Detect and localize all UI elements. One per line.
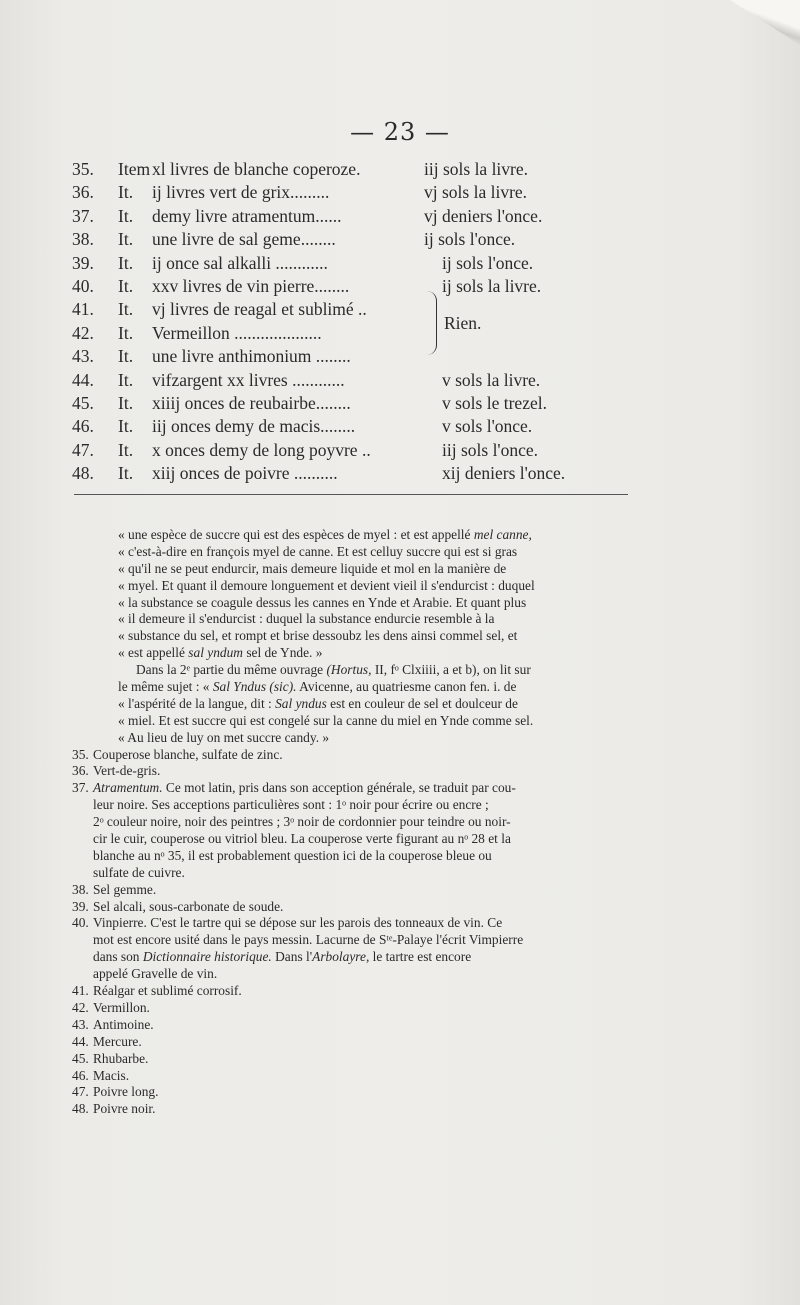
- quote-line: « la substance se coagule dessus les cannes en Ynde et Arabie. Et quant plus: [118, 594, 527, 610]
- inventory-row: 44. It. vifzargent xx livres ............ v sols la livre.: [72, 369, 541, 390]
- note-line: Dans la 2ᵉ partie du même ouvrage (Hortus, II, fᵒ Clxiiii, a et b), on lit sur: [136, 662, 531, 678]
- footnote-40: 40. Vinpierre. C'est le tartre qui se dépose sur les parois des tonneaux de vin. Ce: [72, 915, 503, 931]
- footnote-35: 35. Couperose blanche, sulfate de zinc.: [72, 746, 283, 762]
- footnote-48: 48. Poivre noir.: [72, 1101, 156, 1117]
- quote-line: « qu'il ne se peut endurcir, mais demeure liquide et mol en la manière de: [118, 560, 507, 576]
- footnote-45: 45. Rhubarbe.: [72, 1050, 149, 1066]
- footnote-separator: [74, 494, 628, 495]
- footnote-38: 38. Sel gemme.: [72, 881, 157, 897]
- inventory-row: 45. It. xiiij onces de reubairbe........ v sols le trezel.: [72, 392, 547, 413]
- inventory-row: 47. It. x onces demy de long poyvre .. iij sols l'once.: [72, 439, 538, 460]
- page-corner-fold: [730, 0, 800, 45]
- footnote-37: 37. Atramentum. Ce mot latin, pris dans son acception générale, se traduit par cou-: [72, 780, 516, 796]
- inventory-list: [72, 158, 612, 485]
- quote-line: « myel. Et quant il demoure longuement et devient vieil il s'endurcist : duquel: [118, 577, 535, 593]
- inventory-row: 36. It. ij livres vert de grix......... vj sols la livre.: [72, 182, 528, 203]
- inventory-row: 39. It. ij once sal alkalli ............ ij sols l'once.: [72, 252, 534, 273]
- footnote-37-cont: sulfate de cuivre.: [93, 864, 185, 880]
- inventory-row: 48. It. xiij onces de poivre .......... xij deniers l'once.: [72, 463, 566, 484]
- inventory-row: 35. Item xl livres de blanche coperoze. iij sols la livre.: [72, 159, 529, 179]
- quote-line: « Au lieu de luy on met succre candy. »: [118, 729, 330, 745]
- inventory-row: 46. It. iij onces demy de macis........ v sols l'once.: [72, 416, 533, 437]
- inventory-row: 41. It. vj livres de reagal et sublimé ..: [72, 299, 367, 320]
- inventory-row: 40. It. xxv livres de vin pierre........ ij sols la livre.: [72, 275, 542, 296]
- brace-label: Rien.: [444, 313, 482, 333]
- footnotes: [72, 527, 632, 1118]
- footnote-43: 43. Antimoine.: [72, 1016, 154, 1032]
- inventory-row: 43. It. une livre anthimonium ........: [72, 346, 351, 367]
- inventory-row: 37. It. demy livre atramentum...... vj deniers l'once.: [72, 205, 543, 226]
- footnote-40-cont: appelé Gravelle de vin.: [93, 966, 218, 982]
- quote-line: « il demeure il s'endurcist : duquel la substance endurcie resemble à la: [118, 611, 495, 627]
- curly-brace: [426, 291, 437, 355]
- footnote-47: 47. Poivre long.: [72, 1084, 159, 1100]
- footnote-37-cont: cir le cuir, couperose ou vitriol bleu. La couperose verte figurant au nᵒ 28 et la: [93, 831, 511, 847]
- page-number: — 23 —: [350, 118, 450, 146]
- note-line: le même sujet : « Sal Yndus (sic). Avicenne, au quatriesme canon fen. i. de: [118, 679, 517, 695]
- footnote-40-cont: mot est encore usité dans le pays messin. Lacurne de Sᵗᵉ-Palaye l'écrit Vimpierre: [93, 932, 524, 948]
- quote-line: « miel. Et est succre qui est congelé sur la canne du miel en Ynde comme sel.: [118, 712, 534, 728]
- quote-line: « une espèce de succre qui est des espèces de myel : et est appellé mel canne,: [118, 527, 532, 542]
- quote-line: « est appellé sal yndum sel de Ynde. »: [118, 645, 323, 661]
- quote-line: « l'aspérité de la langue, dit : Sal yndus est en couleur de sel et doulceur de: [118, 695, 518, 711]
- footnote-46: 46. Macis.: [72, 1067, 130, 1083]
- footnote-41: 41. Réalgar et sublimé corrosif.: [72, 983, 242, 999]
- footnote-40-cont: dans son Dictionnaire historique. Dans l'Arbolayre, le tartre est encore: [93, 949, 472, 965]
- footnote-37-cont: 2ᵒ couleur noire, noir des peintres ; 3ᵒ noir de cordonnier pour teindre ou noir-: [93, 814, 511, 830]
- inventory-row: 42. It. Vermeillon ....................: [72, 322, 322, 343]
- footnote-36: 36. Vert-de-gris.: [72, 763, 161, 779]
- footnote-42: 42. Vermillon.: [72, 999, 150, 1015]
- footnote-37-cont: leur noire. Ses acceptions particulières sont : 1ᵒ noir pour écrire ou encre ;: [93, 797, 489, 813]
- footnote-37-cont: blanche au nᵒ 35, il est probablement question ici de la couperose bleue ou: [93, 847, 492, 863]
- footnote-44: 44. Mercure.: [72, 1033, 142, 1049]
- quote-line: « c'est-à-dire en françois myel de canne. Et est celluy succre qui est si gras: [118, 543, 518, 559]
- quote-line: « substance du sel, et rompt et brise dessoubz les dens ainsi commel sel, et: [118, 628, 518, 644]
- inventory-row: 38. It. une livre de sal geme........ ij sols l'once.: [72, 229, 516, 250]
- footnote-39: 39. Sel alcali, sous-carbonate de soude.: [72, 898, 284, 914]
